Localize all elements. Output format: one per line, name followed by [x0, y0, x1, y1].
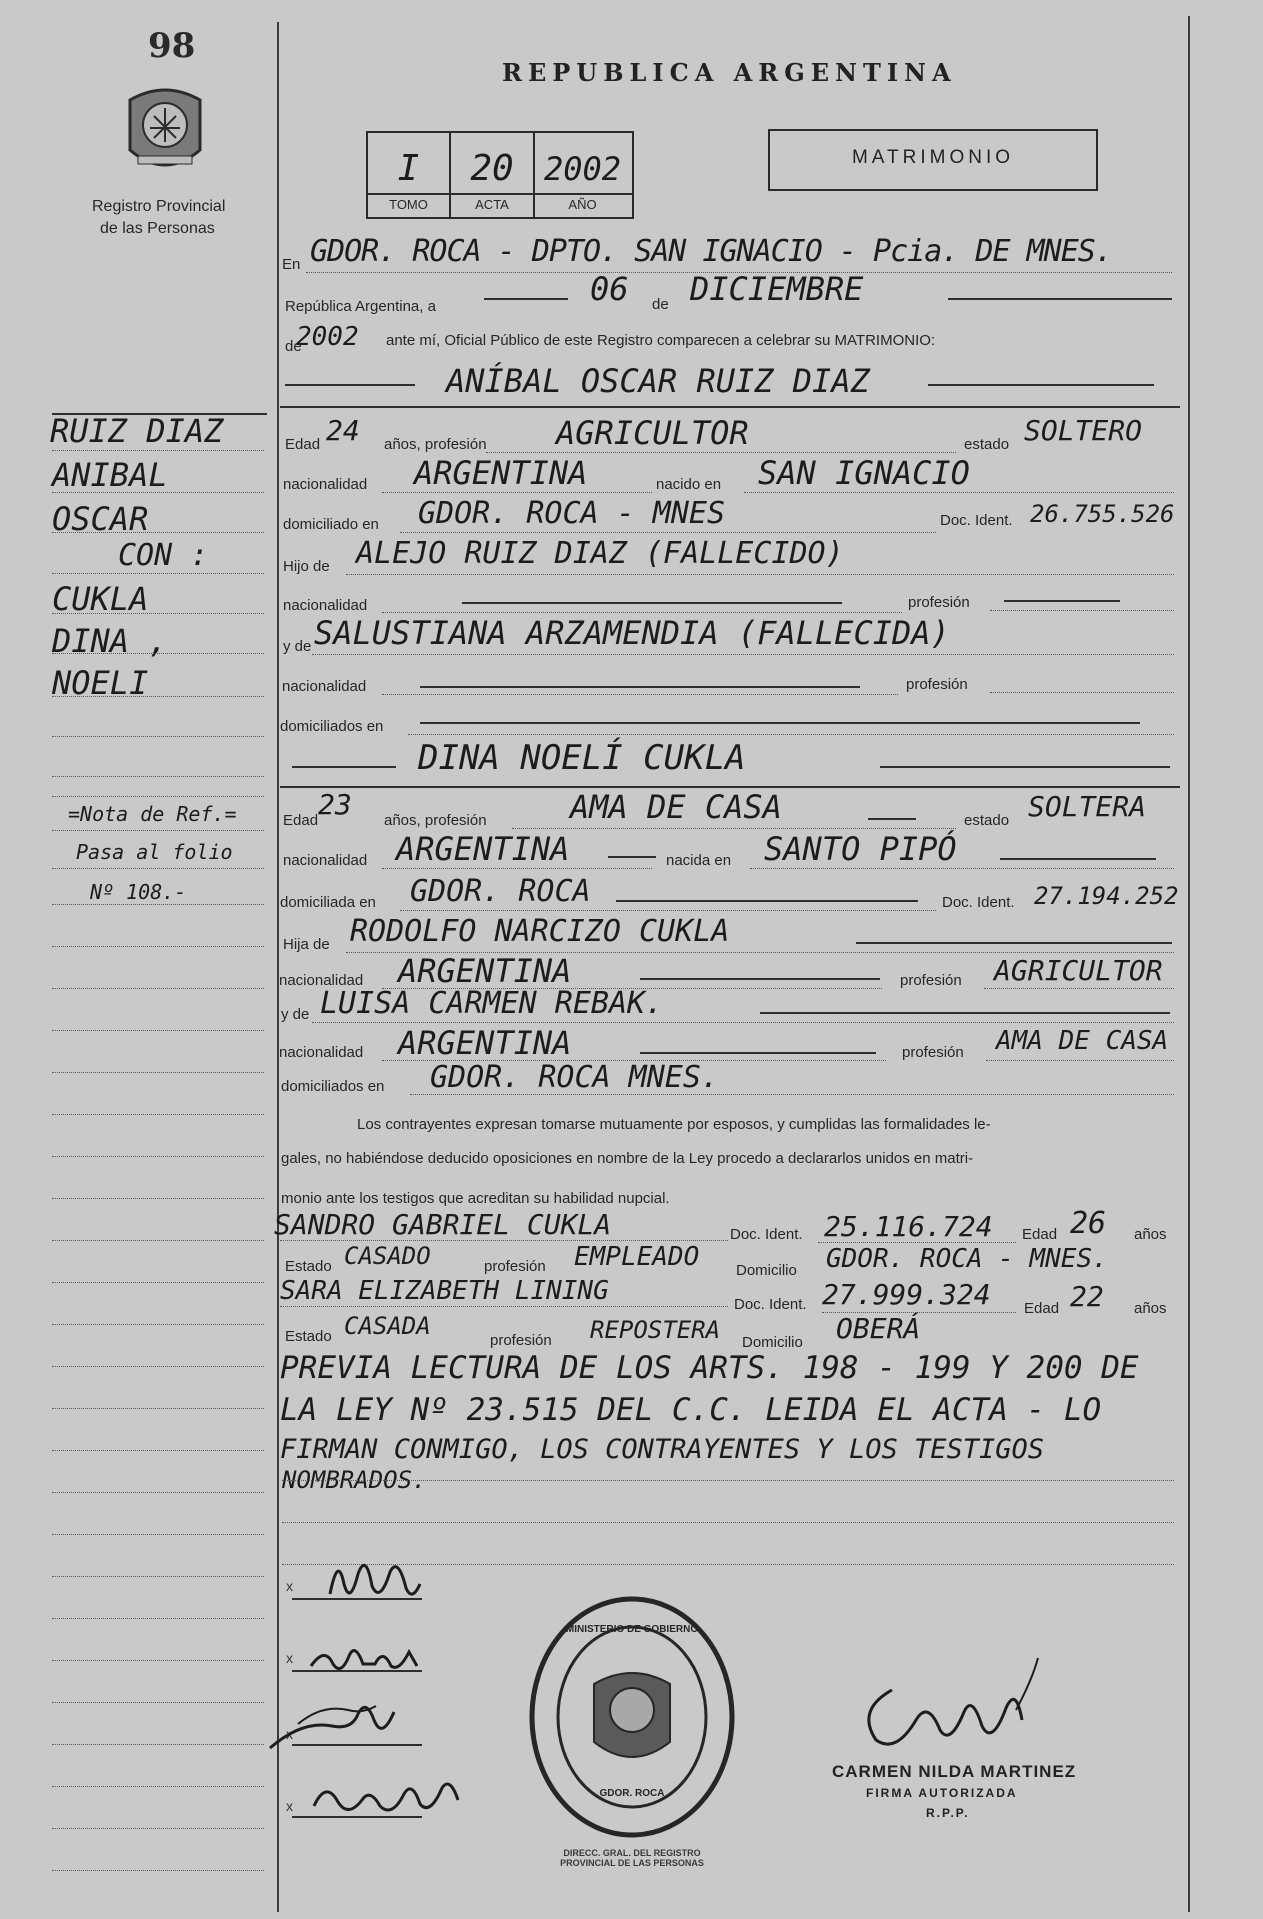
groom-age: 24	[326, 414, 360, 447]
groom-doc-label: Doc. Ident.	[940, 512, 1013, 529]
groom-fnac-label: nacionalidad	[283, 597, 368, 614]
bride-estado: SOLTERA	[1028, 790, 1147, 823]
bride-birthplace: SANTO PIPÓ	[764, 830, 957, 868]
margin-name-line: NOELI	[52, 664, 149, 702]
note-line: FIRMAN CONMIGO, LOS CONTRAYENTES Y LOS TESTIGOS	[280, 1434, 1045, 1465]
witness2-address: OBERÁ	[836, 1312, 921, 1345]
officer-title2: R.P.P.	[926, 1806, 970, 1820]
bride-father: RODOLFO NARCIZO CUKLA	[350, 914, 730, 949]
margin-name-line: ANIBAL	[52, 456, 168, 494]
bride-name: DINA NOELÍ CUKLA	[418, 738, 746, 778]
margin-name-line: DINA ,	[52, 622, 168, 660]
witness1-profession: EMPLEADO	[574, 1242, 700, 1272]
acta-value: 20	[470, 148, 514, 189]
registry-line1: Registro Provincial	[92, 198, 226, 215]
year-value: 2002	[296, 322, 359, 352]
stamp-inner-text: MINISTERIO DE GOBIERNO	[565, 1624, 699, 1635]
ano-value: 2002	[543, 150, 622, 188]
bride-mother-profession: AMA DE CASA	[996, 1026, 1169, 1056]
witness2-estado-label: Estado	[285, 1328, 332, 1345]
officer-name: CARMEN NILDA MARTINEZ	[832, 1762, 1077, 1781]
bride-nationality: ARGENTINA	[396, 830, 570, 868]
groom-doc: 26.755.526	[1030, 500, 1175, 528]
bride-nac-label: nacionalidad	[283, 852, 368, 869]
bride-hija-label: Hija de	[283, 936, 330, 953]
bride-fnac-label: nacionalidad	[279, 972, 364, 989]
witness1-profesion-label: profesión	[484, 1258, 546, 1275]
bride-dom-label: domiciliada en	[280, 894, 376, 911]
tomo-value: I	[397, 148, 420, 189]
bride-age: 23	[318, 788, 352, 821]
registry-seal-icon	[120, 80, 210, 180]
groom-domiciliados-label: domiciliados en	[280, 718, 384, 735]
witness1-estado-label: Estado	[285, 1258, 332, 1275]
bride-address: GDOR. ROCA	[410, 874, 591, 909]
year-prefix: de	[285, 338, 302, 355]
groom-profession: AGRICULTOR	[556, 414, 749, 452]
bride-father-profession: AGRICULTOR	[994, 954, 1163, 987]
bride-doc-label: Doc. Ident.	[942, 894, 1015, 911]
witness1-name: SANDRO GABRIEL CUKLA	[274, 1208, 612, 1241]
groom-estado: SOLTERO	[1024, 414, 1143, 447]
intro-text: ante mí, Oficial Público de este Registro comparecen a celebrar su MATRIMONIO:	[386, 332, 936, 349]
bride-mnac-label: nacionalidad	[279, 1044, 364, 1061]
groom-fprof-label: profesión	[908, 594, 970, 611]
bride-parents-address: GDOR. ROCA MNES.	[430, 1060, 719, 1095]
groom-dom-label: domiciliado en	[283, 516, 379, 533]
groom-nationality: ARGENTINA	[414, 454, 588, 492]
witness1-address: GDOR. ROCA - MNES.	[826, 1244, 1108, 1274]
signature-mark: x	[286, 1798, 293, 1814]
margin-name-line: OSCAR	[52, 500, 149, 538]
groom-birthplace: SAN IGNACIO	[758, 454, 970, 492]
witness1-domicilio-label: Domicilio	[736, 1262, 797, 1279]
bride-father-nationality: ARGENTINA	[398, 952, 572, 990]
witness2-edad-label: Edad	[1024, 1300, 1060, 1317]
groom-mprof-label: profesión	[906, 676, 968, 693]
officer-title: FIRMA AUTORIZADA	[866, 1786, 1018, 1800]
witness1-edad-label: Edad	[1022, 1226, 1058, 1243]
bride-mother-nationality: ARGENTINA	[398, 1024, 572, 1062]
groom-yde-label: y de	[283, 638, 312, 655]
declaration-line2: gales, no habiéndose deducido oposiciones en nombre de la Ley procedo a declararlos unidos en matri-	[281, 1150, 974, 1167]
de-label: de	[652, 296, 669, 313]
margin-note: =Nota de Ref.=	[68, 802, 237, 826]
margin-name-line: CON :	[118, 538, 209, 573]
groom-profesion-label: años, profesión	[384, 436, 487, 453]
tomo-label: TOMO	[389, 197, 428, 212]
bride-estado-label: estado	[964, 812, 1010, 829]
margin-name-line: CUKLA	[52, 580, 149, 618]
witness1-age: 26	[1070, 1206, 1107, 1241]
groom-father: ALEJO RUIZ DIAZ (FALLECIDO)	[356, 536, 844, 571]
signature-officer	[846, 1650, 1046, 1760]
declaration-line3: monio ante los testigos que acreditan su habilidad nupcial.	[281, 1190, 670, 1207]
bride-mother: LUISA CARMEN REBAK.	[320, 986, 664, 1021]
acta-label: ACTA	[475, 197, 509, 212]
witness2-estado: CASADA	[344, 1312, 431, 1340]
witness2-doc-label: Doc. Ident.	[734, 1296, 807, 1313]
groom-estado-label: estado	[964, 436, 1010, 453]
place-value: GDOR. ROCA - DPTO. SAN IGNACIO - Pcia. DE MNES.	[310, 234, 1112, 269]
bride-edad-label: Edad	[283, 812, 319, 829]
witness2-profesion-label: profesión	[490, 1332, 552, 1349]
groom-name: ANÍBAL OSCAR RUIZ DIAZ	[446, 362, 870, 400]
margin-name-line: RUIZ DIAZ	[50, 412, 224, 450]
witness2-profession: REPOSTERA	[590, 1316, 721, 1344]
bride-doc: 27.194.252	[1034, 882, 1179, 910]
ano-label: AÑO	[568, 197, 597, 212]
republica-label: República Argentina, a	[285, 298, 436, 315]
groom-edad-label: Edad	[285, 436, 321, 453]
margin-divider	[277, 22, 279, 1912]
signature-mark: x	[286, 1726, 293, 1742]
witness2-age: 22	[1070, 1280, 1104, 1313]
witness1-doc-label: Doc. Ident.	[730, 1226, 803, 1243]
signature-witness2	[308, 1766, 468, 1826]
bride-yde-label: y de	[281, 1006, 310, 1023]
signature-bride	[305, 1626, 425, 1680]
stamp-city-text: GDOR. ROCA	[599, 1788, 665, 1799]
day-value: 06	[590, 270, 629, 308]
country-title: REPUBLICA ARGENTINA	[502, 58, 957, 87]
bride-profession: AMA DE CASA	[570, 788, 782, 826]
note-line: PREVIA LECTURA DE LOS ARTS. 198 - 199 Y 200 DE	[280, 1350, 1139, 1386]
witness2-name: SARA ELIZABETH LINING	[280, 1276, 609, 1306]
groom-address: GDOR. ROCA - MNES	[418, 496, 726, 531]
bride-domiciliados-label: domiciliados en	[281, 1078, 385, 1095]
en-label: En	[282, 256, 301, 273]
signature-witness1	[262, 1690, 412, 1760]
bride-fprof-label: profesión	[900, 972, 962, 989]
witness1-estado: CASADO	[344, 1242, 431, 1270]
witness2-domicilio-label: Domicilio	[742, 1334, 803, 1351]
signature-mark: x	[286, 1578, 293, 1594]
groom-mother: SALUSTIANA ARZAMENDIA (FALLECIDA)	[314, 614, 950, 652]
month-value: DICIEMBRE	[690, 270, 864, 308]
groom-mnac-label: nacionalidad	[282, 678, 367, 695]
bride-nacida-label: nacida en	[666, 852, 732, 869]
declaration-line1: Los contrayentes expresan tomarse mutuamente por esposos, y cumplidas las formalidades le-	[357, 1116, 991, 1133]
margin-note: Nº 108.-	[90, 880, 187, 904]
bride-mprof-label: profesión	[902, 1044, 964, 1061]
right-border	[1188, 16, 1190, 1912]
note-line: NOMBRADOS.	[282, 1466, 427, 1494]
signature-groom	[320, 1544, 430, 1614]
signature-mark: x	[286, 1650, 293, 1666]
doc-type-title: MATRIMONIO	[851, 147, 1015, 168]
groom-nacido-label: nacido en	[656, 476, 722, 493]
page-number: 98	[148, 26, 196, 66]
stamp-ring-text: DIRECC. GRAL. DEL REGISTRO PROVINCIAL DE LAS PERSONAS	[560, 1848, 704, 1868]
witness2-anos-label: años	[1134, 1300, 1167, 1317]
groom-hijo-label: Hijo de	[283, 558, 330, 575]
registry-line2: de las Personas	[100, 220, 215, 237]
witness1-doc: 25.116.724	[824, 1210, 993, 1243]
note-line: LA LEY Nº 23.515 DEL C.C. LEIDA EL ACTA - LO	[280, 1392, 1102, 1428]
groom-nac-label: nacionalidad	[283, 476, 368, 493]
bride-profesion-label: años, profesión	[384, 812, 487, 829]
witness2-doc: 27.999.324	[822, 1278, 991, 1311]
witness1-anos-label: años	[1134, 1226, 1167, 1243]
margin-note: Pasa al folio	[76, 840, 233, 864]
